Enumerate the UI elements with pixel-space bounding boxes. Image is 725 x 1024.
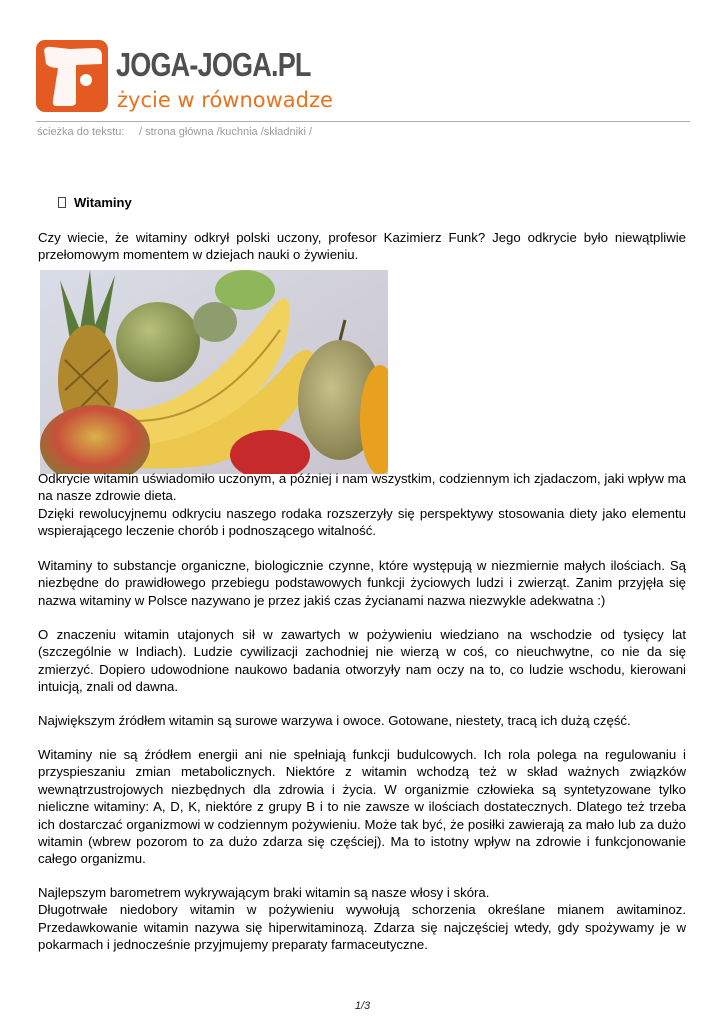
article-title bbox=[58, 195, 132, 210]
page-number: 1/3 bbox=[354, 1000, 371, 1012]
breadcrumb bbox=[37, 126, 313, 138]
paragraph-source: Największym źródłem witamin są surowe warzywa i owoce. Gotowane, niestety, tracą ich dużą część. bbox=[38, 713, 631, 728]
paragraph-role: Witaminy nie są źródłem energii ani nie spełniają funkcji budulcowych. Ich rola polega na regulowaniu i przyspieszaniu zmian metabolicznych. Niektóre z witamin wchodzą też w skład ważnych związków wewnątrzustrojowych niezbędnych dla zdrowia i życia. W organizmie człowieka są syntetyzowane tylko nieliczne witaminy: A, D, K, niektóre z grupy B i to nie zawsze w ilościach dostatecznych. Dlatego też trzeba ich dostarczać organizmowi w codziennym pożywieniu. Może tak być, że posiłki zawierają za mało lub za dużo witamin (wbrew pozorom to za dużo zdarza się częściej). Ma to istotny wpływ na zdrowie i funkcjonowanie całego organizmu. bbox=[38, 747, 686, 867]
fruit-basket-photo bbox=[40, 270, 388, 474]
breadcrumb-label: ścieżka do tekstu: bbox=[37, 126, 125, 138]
brand-tagline: życie w równowadze bbox=[117, 88, 333, 112]
paragraph-discovery: Odkrycie witamin uświadomiło uczonym, a później i nam wszystkim, codziennym ich zjadaczom, jaki wpływ ma na nasze zdrowie dieta. Dzięki rewolucyjnemu odkryciu naszego rodaka rozszerzyły się perspektywy stosowania diety jako elementu wspierającego leczenie chorób i podnoszącego witalność. bbox=[38, 471, 686, 539]
breadcrumb-link-kitchen[interactable]: /kuchnia bbox=[216, 126, 258, 138]
site-header bbox=[0, 0, 725, 138]
breadcrumb-link-home[interactable]: / strona główna bbox=[139, 126, 214, 138]
paragraph-definition: Witaminy to substancje organiczne, biologicznie czynne, które występują w niezmiernie małych ilościach. Są niezbędne do prawidłowego przebiegu podstawowych funkcji życiowych ludzi i zwierząt. Zanim przyjęła się nazwa witaminy w Polsce nazywano je przez jakiś czas życianami nazwa niezwykle adekwatna :) bbox=[38, 558, 686, 608]
breadcrumb-link-ingredients[interactable]: /składniki bbox=[260, 126, 306, 138]
paragraph-barometer: Najlepszym barometrem wykrywającym braki witamin są nasze włosy i skóra. Długotrwałe niedobory witamin w pożywieniu wywołują schorzenia określane mianem awitaminoz. Przedawkowanie witamin nazywa się hiperwitaminozą. Zdarza się najczęściej wtedy, gdy spożywamy je w pokarmach i jednocześnie przyjmujemy preparaty farmaceutyczne. bbox=[38, 885, 686, 953]
breadcrumb-path bbox=[139, 126, 312, 138]
article-title-text: Witaminy bbox=[74, 195, 132, 210]
joga-logo-icon[interactable] bbox=[36, 40, 108, 112]
breadcrumb-end: / bbox=[309, 126, 313, 138]
paragraph-intro: Czy wiecie, że witaminy odkrył polski uczony, profesor Kazimierz Funk? Jego odkrycie było niewątpliwie przełomowym momentem w dziejach nauki o żywieniu. bbox=[38, 230, 686, 263]
bullet-icon bbox=[58, 197, 66, 208]
paragraph-meaning: O znaczeniu witamin utajonych sił w zawartych w pożywieniu wiedziano na wschodzie od tysięcy lat (szczególnie w Indiach). Ludzie cywilizacji zachodniej nie wierzą w coś, co nieuchwytne, co nie da się zmierzyć. Dopiero udowodnione naukowo badania otworzyły nam oczy na to, co ludzie wschodu, kierowani intuicją, znali od dawna. bbox=[38, 627, 686, 695]
brand-title[interactable]: JOGA-JOGA.PL bbox=[116, 46, 311, 83]
header-divider bbox=[36, 121, 690, 122]
